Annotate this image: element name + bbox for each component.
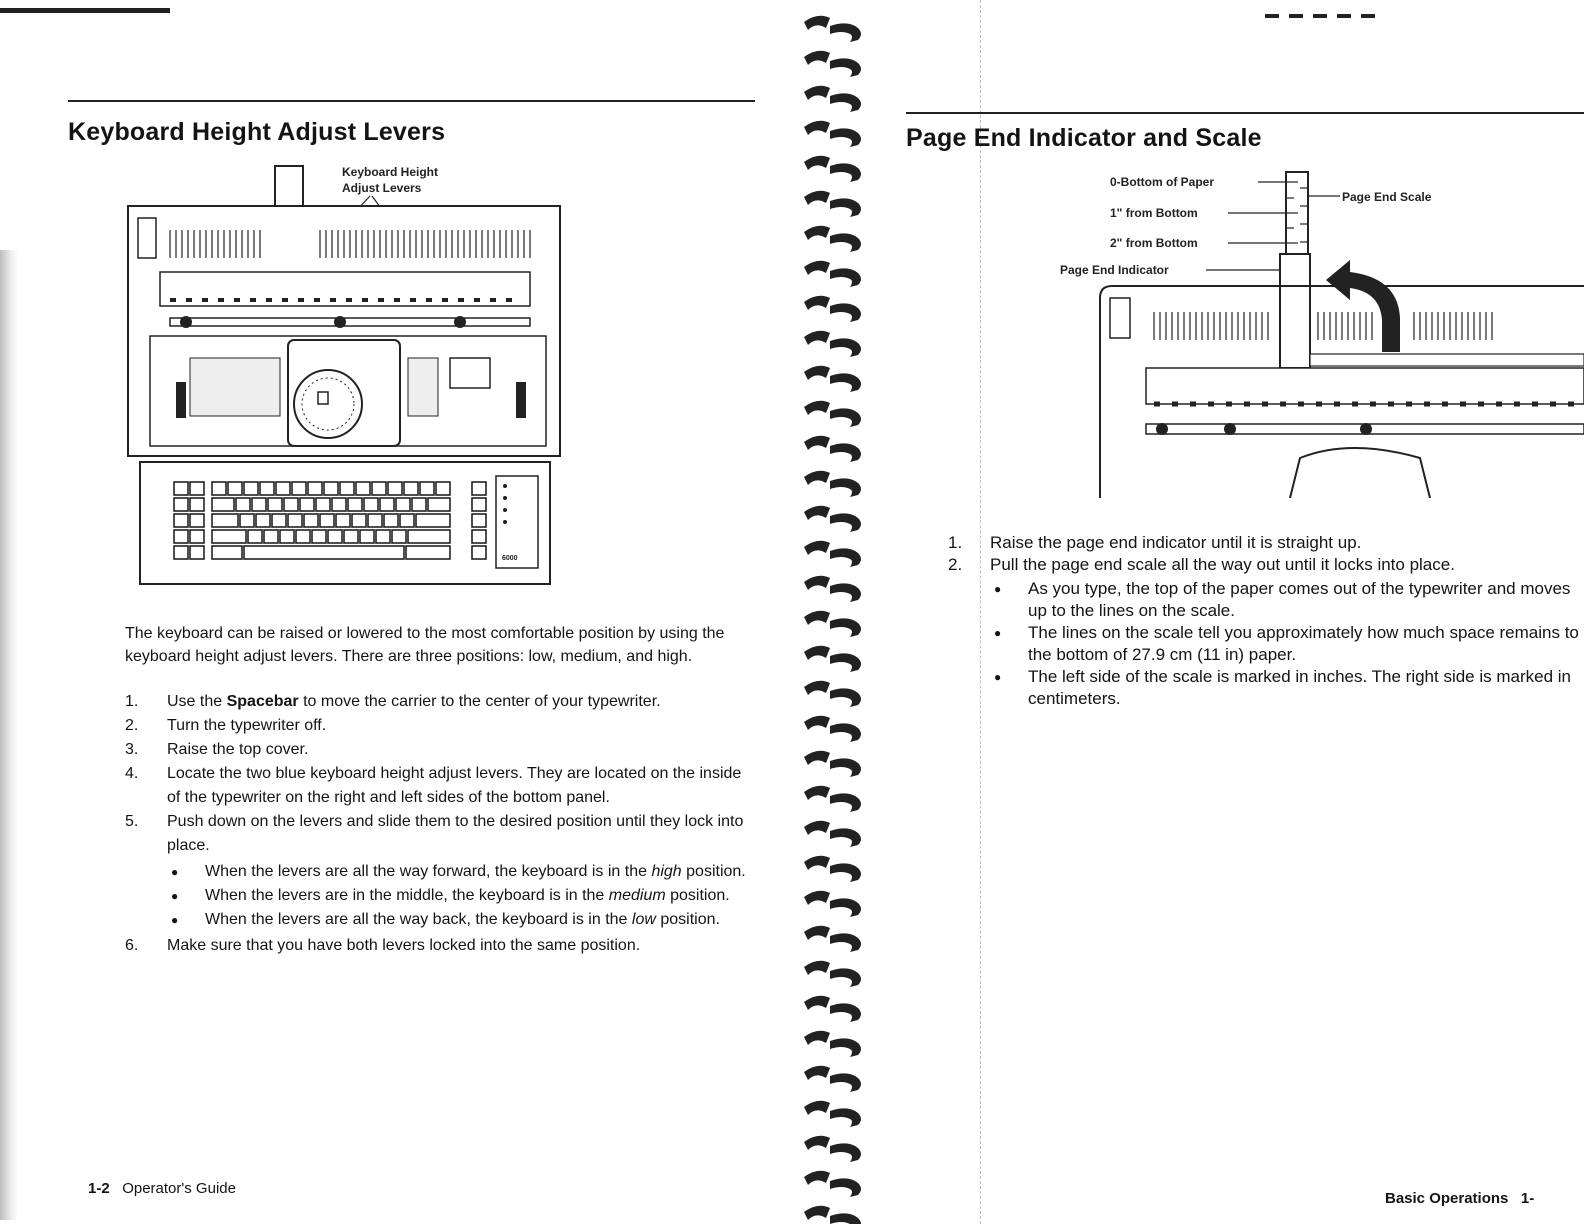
step-4-number: 4. (125, 765, 139, 782)
section-rule-right (906, 112, 1584, 114)
binding-coil-left (804, 16, 830, 30)
procedure-steps (125, 690, 757, 958)
pe-step-2-number: 2. (948, 555, 963, 574)
bullet-medium: ● When the levers are in the middle, the keyboard is in the medium position. (167, 884, 757, 908)
step-6-number: 6. (125, 937, 139, 954)
binding-coil-right (830, 1143, 861, 1162)
binding-coil-left (804, 1171, 830, 1185)
binding-coil-right (830, 793, 861, 812)
binding-coil-right (830, 548, 861, 567)
binding-coil-right (830, 1178, 861, 1197)
binding-coil-left (804, 471, 830, 485)
binding-coil-right (830, 618, 861, 637)
paper-bail (170, 318, 530, 326)
step-5-bullets (167, 860, 757, 932)
binding-coil-left (804, 1066, 830, 1080)
binding-coil-left (804, 436, 830, 450)
binding-coil-left (804, 1136, 830, 1150)
grille-right (408, 358, 438, 416)
right-footer-title: Basic Operations (1385, 1190, 1509, 1207)
step-1-pre: Use the (167, 693, 227, 710)
pe-step-1-text: Raise the page end indicator until it is straight up. (990, 533, 1362, 552)
left-page-number: 1-2 (88, 1180, 110, 1197)
figure-label-line1: Keyboard Height (342, 165, 439, 179)
binding-coil-left (804, 961, 830, 975)
binding-coil-left (804, 506, 830, 520)
label-1in-from-bottom: 1" from Bottom (1110, 206, 1198, 220)
medium-term: medium (608, 887, 666, 904)
step-5 (125, 810, 757, 932)
keys (174, 482, 486, 559)
binding-coil-right (830, 233, 861, 252)
pe-bullet-1: ● As you type, the top of the paper comes out of the typewriter and moves up to the lines on the scale. (990, 578, 1584, 622)
pe-step-1 (948, 532, 1584, 554)
binding-coil-right (830, 513, 861, 532)
pe-step-2-bullets (990, 578, 1584, 710)
binding-coil-left (804, 401, 830, 415)
left-page (0, 0, 790, 1224)
page-end-indicator (1280, 254, 1310, 368)
step-5-number: 5. (125, 813, 139, 830)
binding-coil-right (830, 1108, 861, 1127)
grille-left (190, 358, 280, 416)
low-term: low (631, 911, 656, 928)
binding-coil-right (830, 933, 861, 952)
step-1-number: 1. (125, 693, 139, 710)
binding-coil-right (830, 828, 861, 847)
vent-lines (170, 230, 530, 258)
binding-coil-left (804, 926, 830, 940)
step-3-number: 3. (125, 741, 139, 758)
binding-coil-left (804, 611, 830, 625)
binding-coil-left (804, 1206, 830, 1220)
binding-coil-left (804, 261, 830, 275)
binding-coil-right (830, 58, 861, 77)
binding-coil-left (804, 996, 830, 1010)
bullet-low: ● When the levers are all the way back, the keyboard is in the low position. (167, 908, 757, 932)
binding-coil-left (804, 1031, 830, 1045)
step-3-text: Raise the top cover. (167, 741, 309, 758)
binding-coil-right (830, 583, 861, 602)
binding-coil-right (830, 1213, 861, 1224)
step-1-post: to move the carrier to the center of your typewriter. (298, 693, 661, 710)
binding-coil-right (830, 443, 861, 462)
step-3 (125, 738, 757, 762)
binding-coil-right (830, 198, 861, 217)
binding-coil-right (830, 163, 861, 182)
step-2-text: Turn the typewriter off. (167, 717, 327, 734)
raise-arrow-icon (1326, 260, 1400, 352)
binding-coil-left (804, 1101, 830, 1115)
high-term: high (651, 863, 682, 880)
binding-coil-left (804, 226, 830, 240)
lever-left (176, 382, 186, 418)
keyboard-badge: 6000 (502, 555, 518, 562)
vent-lines (1154, 312, 1492, 340)
platen (1146, 368, 1584, 404)
binding-coil-right (830, 1003, 861, 1022)
binding-coil-right (830, 758, 861, 777)
binding-coil-right (830, 478, 861, 497)
binding-coil-right (830, 1038, 861, 1057)
binding-coil-left (804, 751, 830, 765)
top-edge-mark (0, 8, 170, 13)
binding-coil-left (804, 786, 830, 800)
page-end-steps (948, 532, 1584, 712)
pe-bullet-2: ● The lines on the scale tell you approximately how much space remains to the bottom of 27.9 cm (11 in) paper. (990, 622, 1584, 666)
spiral-binding (792, 0, 880, 1224)
binding-coil-left (804, 331, 830, 345)
right-page (880, 0, 1584, 1224)
binding-coil-right (830, 408, 861, 427)
lever-right (516, 382, 526, 418)
pe-step-2 (948, 554, 1584, 710)
intro-paragraph: The keyboard can be raised or lowered to the most comfortable position by using the keyboard height adjust levers. There are three positions: low, medium, and high. (125, 625, 725, 665)
page-end-scale-figure (1050, 168, 1584, 498)
bullet-high: ● When the levers are all the way forward, the keyboard is in the high position. (167, 860, 757, 884)
binding-coil-left (804, 646, 830, 660)
binding-coil-left (804, 681, 830, 695)
binding-coil-left (804, 821, 830, 835)
binding-coil-right (830, 93, 861, 112)
step-6-text: Make sure that you have both levers locked into the same position. (167, 937, 641, 954)
binding-coil-right (830, 338, 861, 357)
binding-coil-left (804, 576, 830, 590)
section-heading: Keyboard Height Adjust Levers (68, 118, 446, 146)
step-4-text: Locate the two blue keyboard height adjust levers. They are located on the inside of the typewriter on the right and left sides of the bottom panel. (167, 765, 742, 806)
step-6 (125, 934, 757, 958)
step-2-number: 2. (125, 717, 139, 734)
carrier-top (1290, 448, 1430, 498)
binding-coil-right (830, 968, 861, 987)
binding-coil-right (830, 23, 861, 42)
binding-coil-left (804, 296, 830, 310)
binding-coil-right (830, 688, 861, 707)
section-heading-right: Page End Indicator and Scale (906, 124, 1262, 152)
binding-coil-left (804, 156, 830, 170)
binding-coil-left (804, 716, 830, 730)
binding-coil-right (830, 653, 861, 672)
label-bottom-of-paper: 0-Bottom of Paper (1110, 175, 1215, 189)
spacebar-key-label: Spacebar (226, 693, 299, 710)
binding-coil-right (830, 303, 861, 322)
step-4 (125, 762, 757, 810)
figure-label-line2: Adjust Levers (342, 181, 422, 195)
left-footer (88, 1180, 236, 1197)
label-2in-from-bottom: 2" from Bottom (1110, 236, 1198, 250)
binding-coil-right (830, 863, 861, 882)
binding-coil-right (830, 128, 861, 147)
binding-coil-right (830, 723, 861, 742)
power-switch (1110, 298, 1130, 338)
right-footer (1385, 1190, 1534, 1207)
step-2 (125, 714, 757, 738)
binding-coil-left (804, 121, 830, 135)
pe-step-1-number: 1. (948, 533, 963, 552)
label-page-end-scale: Page End Scale (1342, 190, 1432, 204)
binding-coil-left (804, 51, 830, 65)
right-page-number: 1- (1520, 1190, 1535, 1207)
pe-bullet-3: ● The left side of the scale is marked in inches. The right side is marked in centimeters. (990, 666, 1584, 710)
step-1 (125, 690, 757, 714)
pe-step-2-text: Pull the page end scale all the way out until it locks into place. (990, 555, 1455, 574)
binding-coil-left (804, 86, 830, 100)
binding-coil-right (830, 1073, 861, 1092)
top-edge-mark (1265, 14, 1385, 18)
left-footer-title: Operator's Guide (122, 1180, 236, 1197)
binding-coil-right (830, 898, 861, 917)
binding-coil-left (804, 191, 830, 205)
binding-coil-right (830, 373, 861, 392)
label-page-end-indicator: Page End Indicator (1060, 263, 1169, 277)
binding-coil-right (830, 268, 861, 287)
binding-coil-left (804, 541, 830, 555)
power-switch (138, 218, 156, 258)
binding-coil-left (804, 366, 830, 380)
typewriter-keyboard-figure (110, 160, 570, 590)
binding-coil-left (804, 891, 830, 905)
binding-coil-left (804, 856, 830, 870)
section-rule (68, 100, 755, 102)
step-5-text: Push down on the levers and slide them to the desired position until they lock into place. (167, 813, 744, 854)
